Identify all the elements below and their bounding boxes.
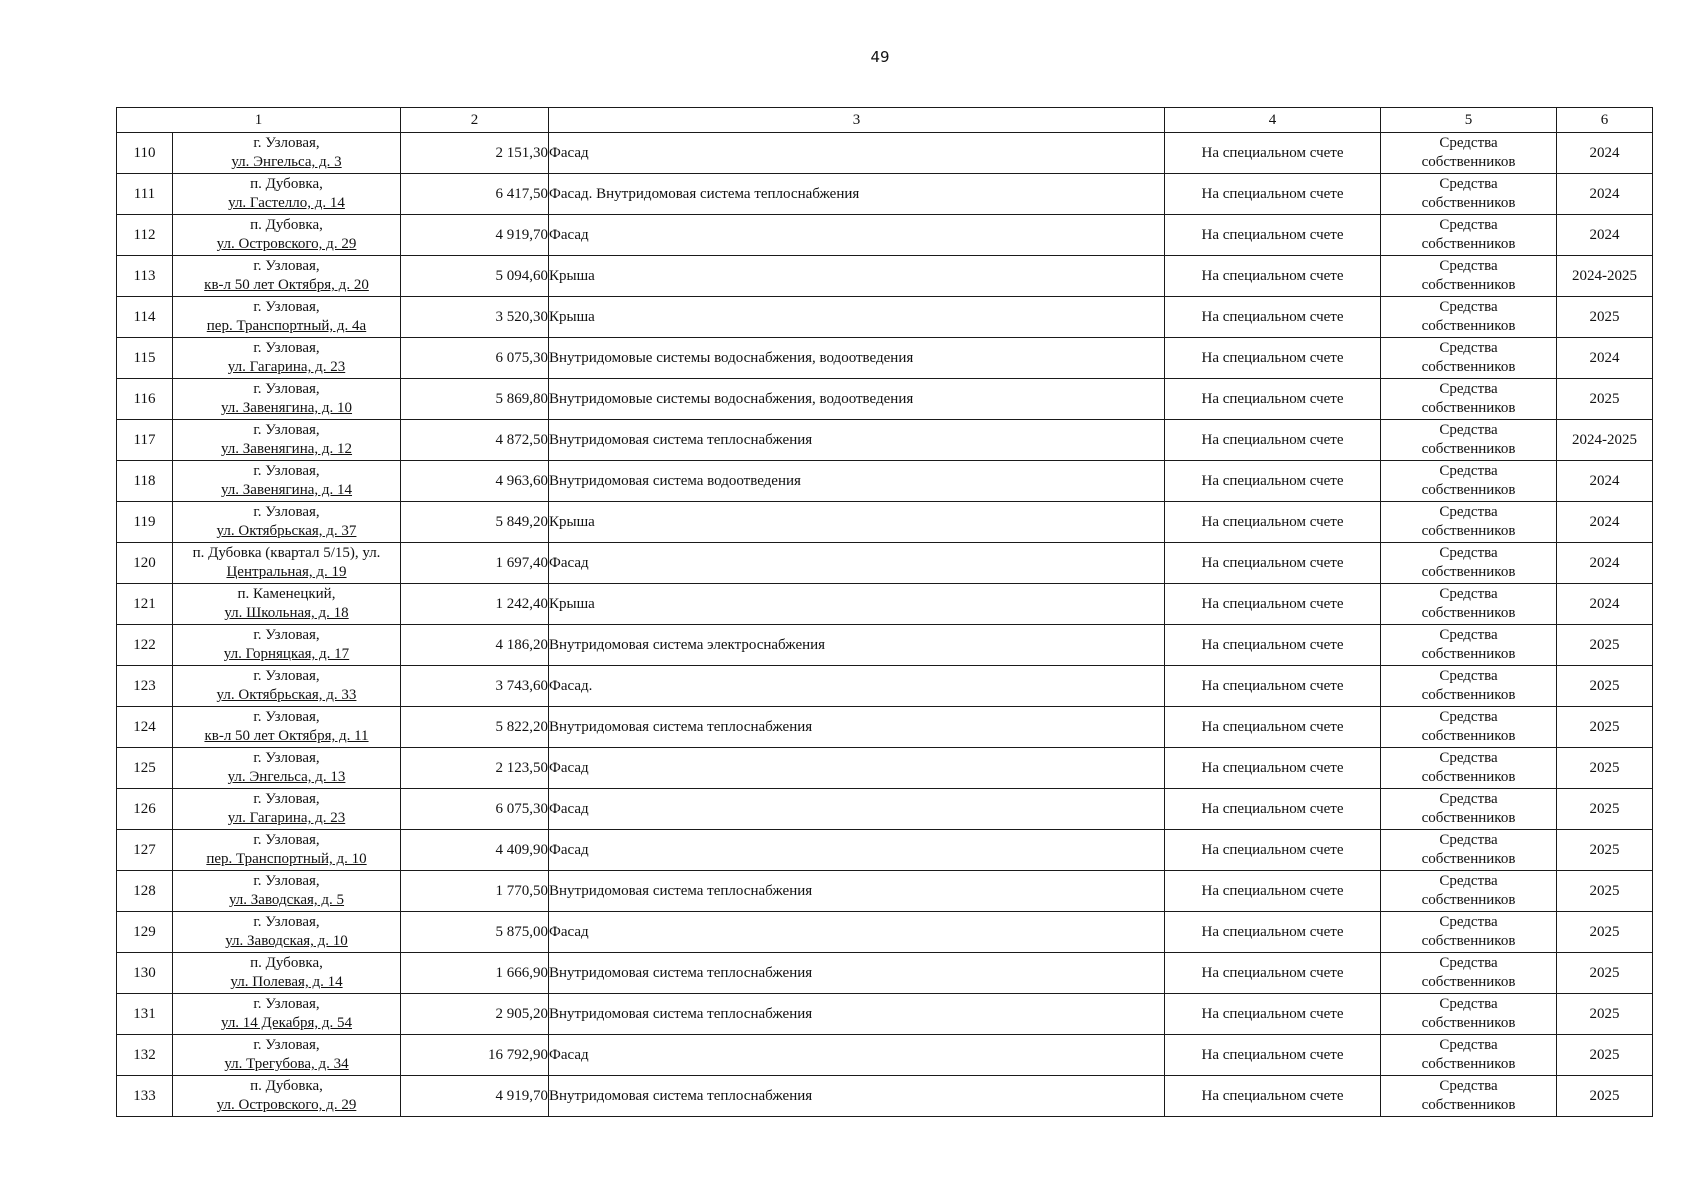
- address-cell: [173, 461, 401, 502]
- address-street: ул. Заводская, д. 10: [225, 933, 348, 949]
- work-type-cell: Внутридомовая система теплоснабжения: [549, 953, 1165, 994]
- address-locality: г. Узловая,: [253, 299, 320, 315]
- funding-source-line-1: Средства: [1439, 914, 1498, 930]
- year-cell: 2025: [1557, 871, 1653, 912]
- funding-source-cell: [1381, 379, 1557, 420]
- account-cell: На специальном счете: [1165, 912, 1381, 953]
- amount-cell: 4 919,70: [401, 1076, 549, 1117]
- funding-source-line-2: собственников: [1421, 851, 1516, 867]
- address-street: ул. Завенягина, д. 14: [220, 482, 353, 498]
- work-type-cell: Фасад: [549, 912, 1165, 953]
- funding-source-line-1: Средства: [1439, 996, 1498, 1012]
- table-row: [117, 789, 1653, 830]
- table-row: [117, 256, 1653, 297]
- account-cell: На специальном счете: [1165, 748, 1381, 789]
- work-type-cell: Фасад: [549, 215, 1165, 256]
- table-row: [117, 379, 1653, 420]
- address-cell: [173, 666, 401, 707]
- address-locality: г. Узловая,: [253, 422, 320, 438]
- funding-source-cell: [1381, 543, 1557, 584]
- year-cell: 2024: [1557, 543, 1653, 584]
- column-header-1: 1: [117, 108, 401, 133]
- amount-cell: 16 792,90: [401, 1035, 549, 1076]
- year-cell: 2025: [1557, 748, 1653, 789]
- repair-program-table: [116, 107, 1653, 1117]
- address-cell: [173, 707, 401, 748]
- address-locality: г. Узловая,: [253, 832, 320, 848]
- address-cell: [173, 748, 401, 789]
- address-street: ул. Островского, д. 29: [216, 1097, 357, 1113]
- row-number: 117: [117, 420, 173, 461]
- header-row: [117, 108, 1653, 133]
- address-cell: [173, 297, 401, 338]
- funding-source-line-2: собственников: [1421, 1056, 1516, 1072]
- address-locality: г. Узловая,: [253, 996, 320, 1012]
- funding-source-cell: [1381, 994, 1557, 1035]
- funding-source-cell: [1381, 625, 1557, 666]
- funding-source-line-1: Средства: [1439, 299, 1498, 315]
- table-row: [117, 830, 1653, 871]
- address-cell: [173, 174, 401, 215]
- funding-source-line-1: Средства: [1439, 832, 1498, 848]
- address-cell: [173, 584, 401, 625]
- account-cell: На специальном счете: [1165, 379, 1381, 420]
- funding-source-line-2: собственников: [1421, 728, 1516, 744]
- funding-source-line-1: Средства: [1439, 340, 1498, 356]
- table-row: [117, 215, 1653, 256]
- amount-cell: 5 849,20: [401, 502, 549, 543]
- address-locality: г. Узловая,: [253, 1037, 320, 1053]
- work-type-cell: Внутридомовая система теплоснабжения: [549, 994, 1165, 1035]
- work-type-cell: Внутридомовая система водоотведения: [549, 461, 1165, 502]
- funding-source-line-1: Средства: [1439, 545, 1498, 561]
- funding-source-line-1: Средства: [1439, 135, 1498, 151]
- address-street: ул. Энгельса, д. 13: [227, 769, 346, 785]
- account-cell: На специальном счете: [1165, 994, 1381, 1035]
- account-cell: На специальном счете: [1165, 871, 1381, 912]
- row-number: 133: [117, 1076, 173, 1117]
- amount-cell: 5 869,80: [401, 379, 549, 420]
- year-cell: 2024: [1557, 133, 1653, 174]
- year-cell: 2024: [1557, 215, 1653, 256]
- funding-source-line-2: собственников: [1421, 482, 1516, 498]
- address-street: ул. Школьная, д. 18: [224, 605, 349, 621]
- column-header-3: 3: [549, 108, 1165, 133]
- work-type-cell: Фасад: [549, 830, 1165, 871]
- address-cell: [173, 912, 401, 953]
- address-cell: [173, 256, 401, 297]
- address-cell: [173, 338, 401, 379]
- address-locality: п. Дубовка (квартал 5/15), ул.: [192, 545, 381, 561]
- row-number: 111: [117, 174, 173, 215]
- address-street: ул. Завенягина, д. 12: [220, 441, 353, 457]
- year-cell: 2025: [1557, 1076, 1653, 1117]
- funding-source-line-1: Средства: [1439, 750, 1498, 766]
- table-row: [117, 584, 1653, 625]
- funding-source-cell: [1381, 666, 1557, 707]
- row-number: 114: [117, 297, 173, 338]
- funding-source-line-2: собственников: [1421, 564, 1516, 580]
- address-locality: г. Узловая,: [253, 463, 320, 479]
- funding-source-line-1: Средства: [1439, 381, 1498, 397]
- address-locality: г. Узловая,: [253, 135, 320, 151]
- address-locality: г. Узловая,: [253, 627, 320, 643]
- account-cell: На специальном счете: [1165, 297, 1381, 338]
- year-cell: 2025: [1557, 666, 1653, 707]
- row-number: 129: [117, 912, 173, 953]
- account-cell: На специальном счете: [1165, 953, 1381, 994]
- amount-cell: 4 409,90: [401, 830, 549, 871]
- address-cell: [173, 871, 401, 912]
- column-header-2: 2: [401, 108, 549, 133]
- funding-source-cell: [1381, 133, 1557, 174]
- funding-source-line-2: собственников: [1421, 687, 1516, 703]
- address-locality: г. Узловая,: [253, 709, 320, 725]
- account-cell: На специальном счете: [1165, 707, 1381, 748]
- account-cell: На специальном счете: [1165, 543, 1381, 584]
- address-locality: г. Узловая,: [253, 791, 320, 807]
- funding-source-line-2: собственников: [1421, 195, 1516, 211]
- work-type-cell: Фасад: [549, 789, 1165, 830]
- address-street: ул. Островского, д. 29: [216, 236, 357, 252]
- year-cell: 2025: [1557, 953, 1653, 994]
- funding-source-line-2: собственников: [1421, 1097, 1516, 1113]
- table-row: [117, 953, 1653, 994]
- year-cell: 2025: [1557, 625, 1653, 666]
- address-cell: [173, 1076, 401, 1117]
- row-number: 115: [117, 338, 173, 379]
- funding-source-cell: [1381, 1076, 1557, 1117]
- address-cell: [173, 215, 401, 256]
- address-locality: г. Узловая,: [253, 504, 320, 520]
- funding-source-line-2: собственников: [1421, 441, 1516, 457]
- address-street: пер. Транспортный, д. 4а: [206, 318, 367, 334]
- address-street: ул. Горняцкая, д. 17: [223, 646, 350, 662]
- address-locality: п. Дубовка,: [250, 176, 323, 192]
- address-street: ул. Трегубова, д. 34: [224, 1056, 349, 1072]
- row-number: 132: [117, 1035, 173, 1076]
- table-row: [117, 625, 1653, 666]
- address-street: ул. Заводская, д. 5: [228, 892, 345, 908]
- row-number: 126: [117, 789, 173, 830]
- work-type-cell: Внутридомовая система электроснабжения: [549, 625, 1165, 666]
- row-number: 118: [117, 461, 173, 502]
- work-type-cell: Внутридомовая система теплоснабжения: [549, 871, 1165, 912]
- address-locality: г. Узловая,: [253, 750, 320, 766]
- account-cell: На специальном счете: [1165, 1076, 1381, 1117]
- work-type-cell: Внутридомовая система теплоснабжения: [549, 420, 1165, 461]
- address-street: ул. Гастелло, д. 14: [228, 195, 345, 211]
- account-cell: На специальном счете: [1165, 461, 1381, 502]
- table-body: [117, 133, 1653, 1117]
- amount-cell: 5 875,00: [401, 912, 549, 953]
- table-row: [117, 707, 1653, 748]
- amount-cell: 1 666,90: [401, 953, 549, 994]
- amount-cell: 2 151,30: [401, 133, 549, 174]
- year-cell: 2025: [1557, 1035, 1653, 1076]
- page-number: 49: [870, 48, 890, 66]
- address-street: ул. Октябрьская, д. 33: [216, 687, 357, 703]
- funding-source-cell: [1381, 502, 1557, 543]
- funding-source-cell: [1381, 1035, 1557, 1076]
- funding-source-line-1: Средства: [1439, 668, 1498, 684]
- year-cell: 2024: [1557, 338, 1653, 379]
- amount-cell: 2 905,20: [401, 994, 549, 1035]
- work-type-cell: Внутридомовая система теплоснабжения: [549, 707, 1165, 748]
- address-cell: [173, 830, 401, 871]
- account-cell: На специальном счете: [1165, 256, 1381, 297]
- work-type-cell: Крыша: [549, 584, 1165, 625]
- row-number: 122: [117, 625, 173, 666]
- address-cell: [173, 420, 401, 461]
- funding-source-cell: [1381, 297, 1557, 338]
- row-number: 128: [117, 871, 173, 912]
- row-number: 112: [117, 215, 173, 256]
- funding-source-line-2: собственников: [1421, 318, 1516, 334]
- address-cell: [173, 379, 401, 420]
- funding-source-line-1: Средства: [1439, 422, 1498, 438]
- work-type-cell: Фасад: [549, 1035, 1165, 1076]
- year-cell: 2024-2025: [1557, 256, 1653, 297]
- address-street: кв-л 50 лет Октября, д. 20: [204, 277, 369, 293]
- row-number: 116: [117, 379, 173, 420]
- account-cell: На специальном счете: [1165, 215, 1381, 256]
- row-number: 125: [117, 748, 173, 789]
- year-cell: 2025: [1557, 912, 1653, 953]
- address-street: ул. Энгельса, д. 3: [231, 154, 342, 170]
- amount-cell: 3 743,60: [401, 666, 549, 707]
- address-cell: [173, 789, 401, 830]
- funding-source-line-2: собственников: [1421, 646, 1516, 662]
- account-cell: На специальном счете: [1165, 666, 1381, 707]
- address-cell: [173, 1035, 401, 1076]
- funding-source-cell: [1381, 461, 1557, 502]
- amount-cell: 1 697,40: [401, 543, 549, 584]
- account-cell: На специальном счете: [1165, 420, 1381, 461]
- year-cell: 2025: [1557, 379, 1653, 420]
- amount-cell: 3 520,30: [401, 297, 549, 338]
- row-number: 110: [117, 133, 173, 174]
- work-type-cell: Крыша: [549, 502, 1165, 543]
- year-cell: 2024: [1557, 461, 1653, 502]
- year-cell: 2024: [1557, 502, 1653, 543]
- year-cell: 2025: [1557, 830, 1653, 871]
- funding-source-cell: [1381, 912, 1557, 953]
- funding-source-line-2: собственников: [1421, 605, 1516, 621]
- funding-source-line-2: собственников: [1421, 236, 1516, 252]
- row-number: 121: [117, 584, 173, 625]
- row-number: 127: [117, 830, 173, 871]
- table-row: [117, 420, 1653, 461]
- address-cell: [173, 543, 401, 584]
- funding-source-line-1: Средства: [1439, 627, 1498, 643]
- funding-source-line-2: собственников: [1421, 974, 1516, 990]
- column-header-4: 4: [1165, 108, 1381, 133]
- address-street: ул. Завенягина, д. 10: [220, 400, 353, 416]
- table-row: [117, 871, 1653, 912]
- amount-cell: 6 075,30: [401, 338, 549, 379]
- table-row: [117, 1035, 1653, 1076]
- table-row: [117, 666, 1653, 707]
- funding-source-cell: [1381, 215, 1557, 256]
- row-number: 113: [117, 256, 173, 297]
- address-locality: п. Дубовка,: [250, 1078, 323, 1094]
- funding-source-cell: [1381, 256, 1557, 297]
- address-locality: г. Узловая,: [253, 340, 320, 356]
- amount-cell: 5 094,60: [401, 256, 549, 297]
- funding-source-cell: [1381, 584, 1557, 625]
- table-row: [117, 912, 1653, 953]
- funding-source-line-2: собственников: [1421, 892, 1516, 908]
- funding-source-cell: [1381, 707, 1557, 748]
- address-locality: г. Узловая,: [253, 668, 320, 684]
- column-header-5: 5: [1381, 108, 1557, 133]
- funding-source-cell: [1381, 338, 1557, 379]
- account-cell: На специальном счете: [1165, 502, 1381, 543]
- row-number: 131: [117, 994, 173, 1035]
- work-type-cell: Внутридомовая система теплоснабжения: [549, 1076, 1165, 1117]
- funding-source-cell: [1381, 830, 1557, 871]
- table-row: [117, 297, 1653, 338]
- year-cell: 2025: [1557, 707, 1653, 748]
- table-row: [117, 994, 1653, 1035]
- table-row: [117, 461, 1653, 502]
- funding-source-line-1: Средства: [1439, 873, 1498, 889]
- year-cell: 2025: [1557, 297, 1653, 338]
- funding-source-line-1: Средства: [1439, 1078, 1498, 1094]
- work-type-cell: Фасад.: [549, 666, 1165, 707]
- address-cell: [173, 625, 401, 666]
- amount-cell: 4 963,60: [401, 461, 549, 502]
- funding-source-cell: [1381, 789, 1557, 830]
- address-locality: г. Узловая,: [253, 258, 320, 274]
- funding-source-cell: [1381, 953, 1557, 994]
- amount-cell: 4 919,70: [401, 215, 549, 256]
- address-locality: п. Дубовка,: [250, 955, 323, 971]
- funding-source-line-2: собственников: [1421, 359, 1516, 375]
- amount-cell: 1 770,50: [401, 871, 549, 912]
- amount-cell: 6 075,30: [401, 789, 549, 830]
- account-cell: На специальном счете: [1165, 133, 1381, 174]
- funding-source-cell: [1381, 420, 1557, 461]
- account-cell: На специальном счете: [1165, 625, 1381, 666]
- funding-source-line-1: Средства: [1439, 955, 1498, 971]
- funding-source-line-1: Средства: [1439, 176, 1498, 192]
- account-cell: На специальном счете: [1165, 830, 1381, 871]
- amount-cell: 6 417,50: [401, 174, 549, 215]
- table-row: [117, 1076, 1653, 1117]
- address-street: ул. Гагарина, д. 23: [227, 810, 346, 826]
- address-cell: [173, 994, 401, 1035]
- address-cell: [173, 953, 401, 994]
- funding-source-line-1: Средства: [1439, 504, 1498, 520]
- funding-source-line-1: Средства: [1439, 791, 1498, 807]
- year-cell: 2024: [1557, 584, 1653, 625]
- account-cell: На специальном счете: [1165, 174, 1381, 215]
- address-street: ул. Полевая, д. 14: [230, 974, 343, 990]
- year-cell: 2024: [1557, 174, 1653, 215]
- work-type-cell: Внутридомовые системы водоснабжения, водоотведения: [549, 379, 1165, 420]
- address-street: Центральная, д. 19: [226, 564, 347, 580]
- account-cell: На специальном счете: [1165, 338, 1381, 379]
- address-cell: [173, 133, 401, 174]
- work-type-cell: Внутридомовые системы водоснабжения, водоотведения: [549, 338, 1165, 379]
- account-cell: На специальном счете: [1165, 584, 1381, 625]
- amount-cell: 4 872,50: [401, 420, 549, 461]
- funding-source-line-2: собственников: [1421, 933, 1516, 949]
- account-cell: На специальном счете: [1165, 789, 1381, 830]
- funding-source-line-1: Средства: [1439, 586, 1498, 602]
- work-type-cell: Крыша: [549, 297, 1165, 338]
- funding-source-line-2: собственников: [1421, 523, 1516, 539]
- row-number: 130: [117, 953, 173, 994]
- address-street: пер. Транспортный, д. 10: [206, 851, 367, 867]
- year-cell: 2024-2025: [1557, 420, 1653, 461]
- amount-cell: 4 186,20: [401, 625, 549, 666]
- account-cell: На специальном счете: [1165, 1035, 1381, 1076]
- funding-source-cell: [1381, 871, 1557, 912]
- funding-source-line-2: собственников: [1421, 769, 1516, 785]
- funding-source-cell: [1381, 748, 1557, 789]
- funding-source-line-2: собственников: [1421, 1015, 1516, 1031]
- funding-source-line-1: Средства: [1439, 217, 1498, 233]
- funding-source-line-1: Средства: [1439, 1037, 1498, 1053]
- table-row: [117, 133, 1653, 174]
- work-type-cell: Фасад. Внутридомовая система теплоснабжения: [549, 174, 1165, 215]
- funding-source-line-2: собственников: [1421, 277, 1516, 293]
- funding-source-line-1: Средства: [1439, 463, 1498, 479]
- row-number: 120: [117, 543, 173, 584]
- address-locality: п. Каменецкий,: [237, 586, 336, 602]
- funding-source-cell: [1381, 174, 1557, 215]
- year-cell: 2025: [1557, 789, 1653, 830]
- funding-source-line-1: Средства: [1439, 258, 1498, 274]
- table-row: [117, 174, 1653, 215]
- work-type-cell: Фасад: [549, 748, 1165, 789]
- amount-cell: 1 242,40: [401, 584, 549, 625]
- year-cell: 2025: [1557, 994, 1653, 1035]
- table-row: [117, 338, 1653, 379]
- column-header-6: 6: [1557, 108, 1653, 133]
- row-number: 123: [117, 666, 173, 707]
- funding-source-line-1: Средства: [1439, 709, 1498, 725]
- funding-source-line-2: собственников: [1421, 810, 1516, 826]
- work-type-cell: Фасад: [549, 133, 1165, 174]
- funding-source-line-2: собственников: [1421, 400, 1516, 416]
- amount-cell: 5 822,20: [401, 707, 549, 748]
- amount-cell: 2 123,50: [401, 748, 549, 789]
- address-street: ул. Октябрьская, д. 37: [216, 523, 357, 539]
- table-row: [117, 502, 1653, 543]
- address-locality: г. Узловая,: [253, 381, 320, 397]
- address-locality: п. Дубовка,: [250, 217, 323, 233]
- address-street: ул. 14 Декабря, д. 54: [220, 1015, 353, 1031]
- address-street: кв-л 50 лет Октября, д. 11: [204, 728, 369, 744]
- row-number: 124: [117, 707, 173, 748]
- address-locality: г. Узловая,: [253, 914, 320, 930]
- funding-source-line-2: собственников: [1421, 154, 1516, 170]
- table-row: [117, 748, 1653, 789]
- work-type-cell: Фасад: [549, 543, 1165, 584]
- row-number: 119: [117, 502, 173, 543]
- address-street: ул. Гагарина, д. 23: [227, 359, 346, 375]
- address-cell: [173, 502, 401, 543]
- work-type-cell: Крыша: [549, 256, 1165, 297]
- address-locality: г. Узловая,: [253, 873, 320, 889]
- table-row: [117, 543, 1653, 584]
